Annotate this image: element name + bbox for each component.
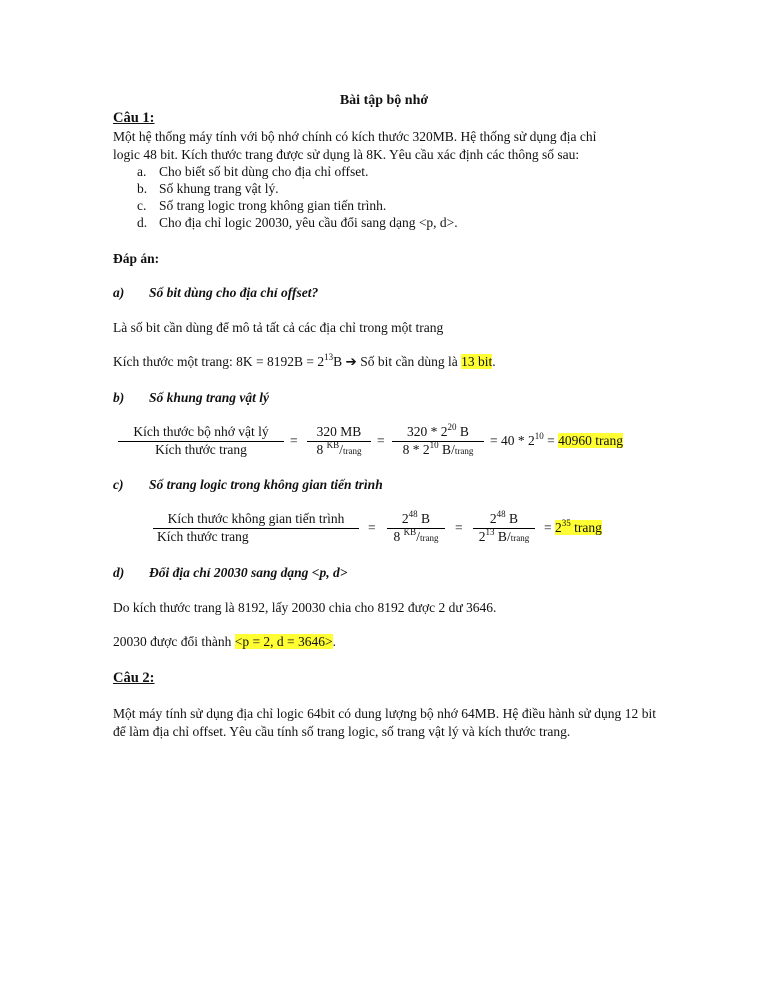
highlight: $2^{35}$ trang (555, 518, 602, 535)
list-item (137, 198, 386, 214)
question-2-heading: Câu 2: (113, 670, 155, 686)
section-b-heading: Số khung trang vật lý (149, 390, 270, 405)
list-marker: b. (137, 181, 148, 196)
question-1-heading: Câu 1: (113, 110, 155, 126)
section-a-heading: Số bit dùng cho địa chỉ offset? (149, 285, 319, 300)
equals-sign: = (455, 520, 463, 535)
list-item (137, 215, 458, 231)
section-d-line1: Do kích thước trang là 8192, lấy 20030 chia cho 8192 được 2 dư 3646. (113, 600, 497, 615)
question-2-text: Một máy tính sử dụng địa chỉ logic 64bit có dung lượng bộ nhớ 64MB. Hệ điều hành sử dụng 12 bit để làm địa chỉ offset. Yêu cầu tính số trang logic, số trang vật lý và kích thước trang. (113, 706, 656, 739)
section-c-marker: c) (113, 477, 124, 492)
result: = $40 * 2^{10} = 40960$ trang (490, 431, 623, 448)
list-marker: c. (137, 198, 147, 213)
list-item (137, 164, 368, 180)
list-item-text: Số trang logic trong không gian tiến trình. (159, 198, 387, 213)
fraction: $320 * 2^{20}$ B $8 * 2^{10}$ B/trang (392, 424, 484, 458)
list-item (137, 181, 279, 197)
list-item-text: Cho địa chỉ logic 20030, yêu cầu đổi sang dạng <p, d>. (159, 215, 458, 230)
question-1-text-line1: Một hệ thống máy tính với bộ nhớ chính có kích thước 320MB. Hệ thống sử dụng địa chỉ (113, 129, 597, 144)
section-b-marker: b) (113, 390, 125, 405)
section-c-heading: Số trang logic trong không gian tiến trình (149, 477, 383, 492)
result: = $2^{35}$ trang (544, 518, 602, 535)
list-item-text: Số khung trang vật lý. (159, 181, 279, 196)
fraction: $2^{48}$ B 8 $^{KB}$/trang (387, 511, 445, 545)
section-d-line2: 20030 được đổi thành <p = 2, d = 3646>. (113, 634, 337, 649)
answer-label: Đáp án: (113, 251, 160, 266)
list-item-text: Cho biết số bit dùng cho địa chỉ offset. (159, 164, 369, 179)
fraction: 320 MB 8 $^{KB}$/trang (307, 424, 371, 458)
equals-sign: = (377, 433, 385, 448)
list-marker: a. (137, 164, 147, 179)
question-1-text-line2: logic 48 bit. Kích thước trang được sử dụng là 8K. Yêu cầu xác định các thông số sau: (113, 147, 580, 162)
document-title: Bài tập bộ nhớ (339, 93, 429, 108)
fraction: Kích thước bộ nhớ vật lý Kích thước trang (118, 424, 284, 458)
section-d-marker: d) (113, 565, 125, 580)
section-a-line1: Là số bit cần dùng để mô tả tất cả các địa chỉ trong một trang (113, 320, 444, 335)
equals-sign: = (368, 520, 376, 535)
highlight: 40960 trang (558, 433, 623, 448)
equals-sign: = (290, 433, 298, 448)
section-a-line2: Kích thước một trang: $8K = 8192B = 2^{13}B$ ➔ Số bit cần dùng là 13 bit. (113, 352, 496, 369)
highlight: <p = 2, d = 3646> (234, 634, 333, 649)
fraction: $2^{48}$ B $2^{13}$ B/trang (473, 511, 535, 545)
highlight: 13 bit (461, 354, 493, 369)
list-marker: d. (137, 215, 148, 230)
section-d-heading: Đổi địa chỉ 20030 sang dạng <p, d> (149, 565, 348, 580)
fraction: Kích thước không gian tiến trình Kích thước trang (153, 511, 359, 545)
section-a-marker: a) (113, 285, 125, 300)
